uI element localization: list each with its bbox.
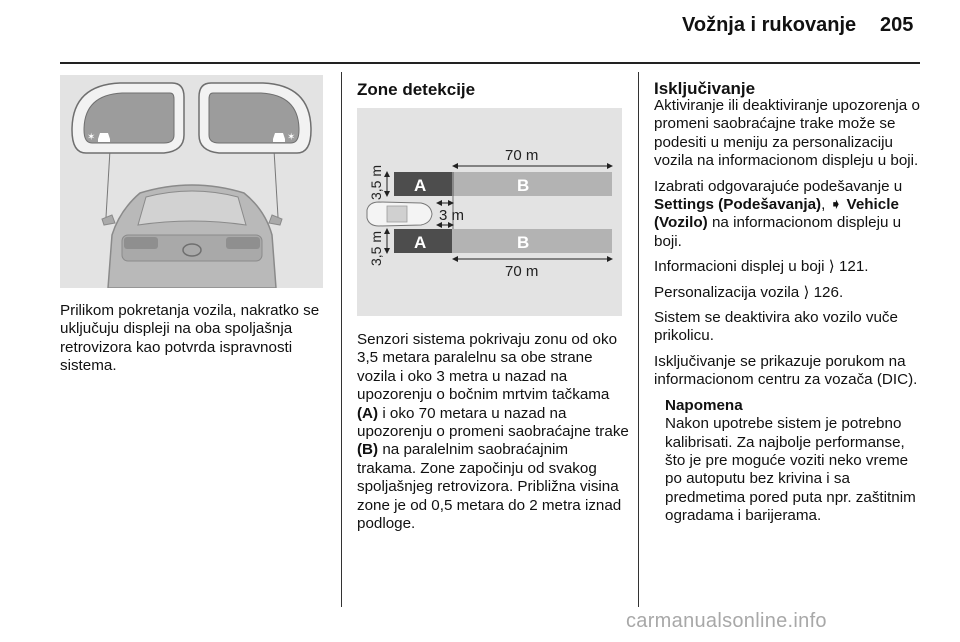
- zone-b-label-top: B: [517, 176, 530, 195]
- column-divider-2: [638, 72, 639, 607]
- zone-b-top: [452, 172, 612, 196]
- distance-label-bottom: 70 m: [505, 263, 539, 280]
- vehicle-menu-label: Vehicle (Vozilo): [654, 196, 899, 232]
- svg-text:✶: ✶: [87, 132, 96, 143]
- zone-b-label-bottom: B: [517, 233, 530, 252]
- menu-arrow-icon: ➧: [829, 196, 843, 214]
- zone-a-label-bottom: A: [414, 233, 427, 252]
- detection-zone-figure: [357, 108, 622, 316]
- mirror-figure: [60, 75, 323, 288]
- detection-zone-diagram: [357, 108, 622, 316]
- note-title: Napomena: [665, 396, 743, 414]
- reference-color-display: Informacioni displej u boji ⟩ 121.: [654, 258, 869, 276]
- paragraph-dic-message: Isključivanje se prikazuje porukom na informacionom centru za vozača (DIC).: [654, 352, 918, 389]
- settings-menu-label: Settings (Podešavanja): [654, 196, 822, 214]
- zone-a-ref: (A): [357, 404, 379, 422]
- zone-b-bottom: [452, 229, 612, 253]
- detection-zone-paragraph: Senzori sistema pokrivaju zonu od oko 3,5 metara paralelnu sa obe strane vozila i oko 3 metra u nazad na upozorenju o bočnim mrtvim tačkama (A) i oko 70 metara u nazad na upozorenju o promeni saobraćajne trake (B) na paralelnim saobraćajnim trakama. Zone započinju od svakog spoljašnjeg retrovizora. Približna visina zone je od 0,5 metara do 2 metra iznad podloge.: [357, 331, 629, 533]
- width-label-top: 3,5 m: [368, 164, 384, 200]
- paragraph-settings-path: Izabrati odgovarajuće podešavanje u Settings (Podešavanja), ➧ Vehicle (Vozilo) na informacionom displeju u boji.: [654, 177, 903, 250]
- header-rule: [60, 62, 920, 64]
- paragraph-activation: Aktiviranje ili deaktiviranje upozorenja o promeni saobraćajne trake može se podesiti u meniju za personalizaciju vozila na informacionom displeju u boji.: [654, 97, 920, 170]
- reference-icon: ⟩: [803, 283, 810, 301]
- distance-label-top: 70 m: [505, 147, 539, 164]
- figure-caption: Prilikom pokretanja vozila, nakratko se uključuju displeji na oba spoljašnja retrovizora kao potvrda ispravnosti sistema.: [60, 302, 320, 375]
- distance-label-rear: 3 m: [439, 207, 465, 224]
- section-title-detection-zones: Zone detekcije: [357, 80, 476, 99]
- column-divider-1: [341, 72, 342, 607]
- paragraph-trailer: Sistem se deaktivira ako vozilo vuče prikolicu.: [654, 309, 898, 345]
- svg-text:✶: ✶: [287, 132, 296, 143]
- note-block: [665, 397, 924, 526]
- mirror-illustration: [60, 75, 323, 288]
- header-title: Vožnja i rukovanje: [682, 14, 857, 36]
- note-text: Nakon upotrebe sistem je potrebno kalibrisati. Za najbolje performanse, što je pre moguće voziti neko vreme po autoputu bez krivina i sa predmetima pored puta npr. zaštitnim ogradama i barijerama.: [665, 415, 916, 525]
- section-title-deactivation: Isključivanje: [654, 79, 756, 98]
- zone-b-ref: (B): [357, 441, 379, 459]
- width-label-bottom: 3,5 m: [368, 230, 384, 266]
- zone-a-label-top: A: [414, 176, 427, 195]
- watermark: carmanualsonline.info: [626, 610, 827, 632]
- reference-icon: ⟩: [828, 258, 835, 276]
- page-number: 205: [880, 14, 914, 36]
- reference-personalization: Personalizacija vozila ⟩ 126.: [654, 283, 844, 301]
